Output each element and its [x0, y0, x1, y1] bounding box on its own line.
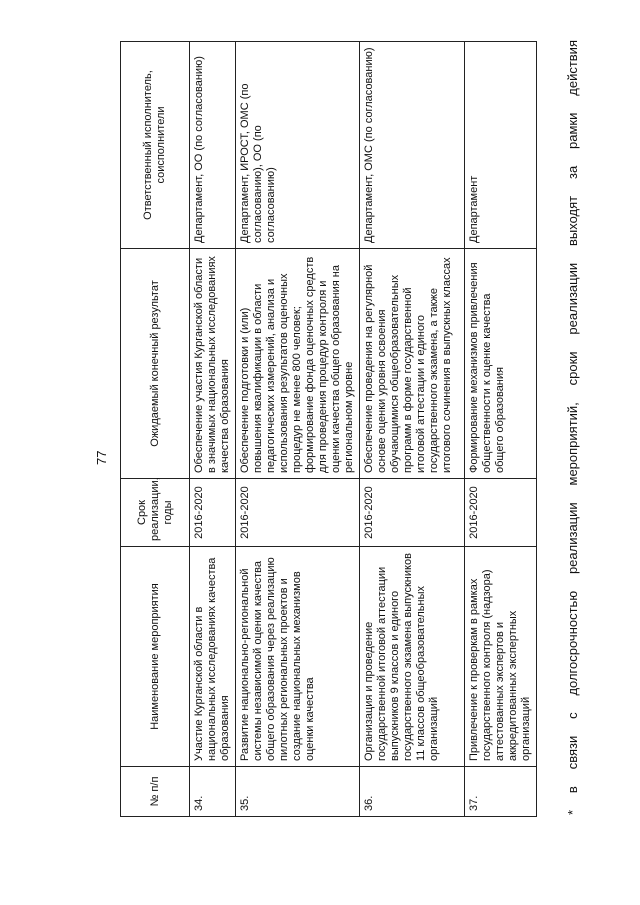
measures-table — [120, 41, 537, 817]
cell-responsible: Департамент, ИРОСТ, ОМС (по согласованию), ОО (по согласованию) — [236, 42, 360, 249]
header-responsible: Ответственный исполнитель, соисполнители — [121, 42, 190, 249]
cell-term: 2016-2020 — [360, 479, 465, 547]
table-row — [360, 42, 465, 817]
table-row — [236, 42, 360, 817]
cell-result: Формирование механизмов привлечения общественности к оценке качества общего образования — [465, 249, 537, 479]
cell-term: 2016-2020 — [465, 479, 537, 547]
cell-responsible: Департамент — [465, 42, 537, 249]
table-row — [190, 42, 236, 817]
header-num: № п/п — [121, 767, 190, 817]
cell-result: Обеспечение участия Курганской области в значимых национальных исследованиях качества образования — [190, 249, 236, 479]
cell-name: Участие Курганской области в национальных исследованиях качества образования — [190, 547, 236, 767]
cell-term: 2016-2020 — [236, 479, 360, 547]
cell-num: 35. — [236, 767, 360, 817]
footnote: * в связи с долгосрочностью реализации мероприятий, сроки реализации выходят за рамки действия — [565, 40, 580, 815]
cell-result: Обеспечение подготовки и (или) повышения квалификации в области педагогических измерений, анализа и использования результатов оценочных процедур не менее 800 человек; формирование фонда оценочных средств для проведения процедур контроля и оценки качества общего образования на региональном уровне — [236, 249, 360, 479]
cell-result: Обеспечение проведения на регулярной основе оценки уровня освоения обучающимися общеобразовательных программ в форме государственной итоговой аттестации и единого государственного экзамена, а также итогового сочинения в выпускных классах — [360, 249, 465, 479]
table-row — [465, 42, 537, 817]
cell-num: 37. — [465, 767, 537, 817]
header-name: Наименование мероприятия — [121, 547, 190, 767]
cell-term: 2016-2020 — [190, 479, 236, 547]
cell-name: Развитие национально-региональной системы независимой оценки качества общего образования через реализацию пилотных региональных проектов и создание национальных механизмов оценки качества — [236, 547, 360, 767]
header-term: Срок реализации, годы — [121, 479, 190, 547]
page-number: 77 — [94, 450, 109, 465]
cell-responsible: Департамент, ОО (по согласованию) — [190, 42, 236, 249]
table-header-row — [121, 42, 190, 817]
cell-name: Привлечение к проверкам в рамках государственного контроля (надзора) аттестованных экспертов и аккредитованных экспертных организаций — [465, 547, 537, 767]
cell-num: 36. — [360, 767, 465, 817]
cell-responsible: Департамент, ОМС (по согласованию) — [360, 42, 465, 249]
cell-name: Организация и проведение государственной итоговой аттестации выпускников 9 классов и единого государственного экзамена выпускников 11 классов общеобразовательных организаций — [360, 547, 465, 767]
cell-num: 34. — [190, 767, 236, 817]
header-result: Ожидаемый конечный результат — [121, 249, 190, 479]
